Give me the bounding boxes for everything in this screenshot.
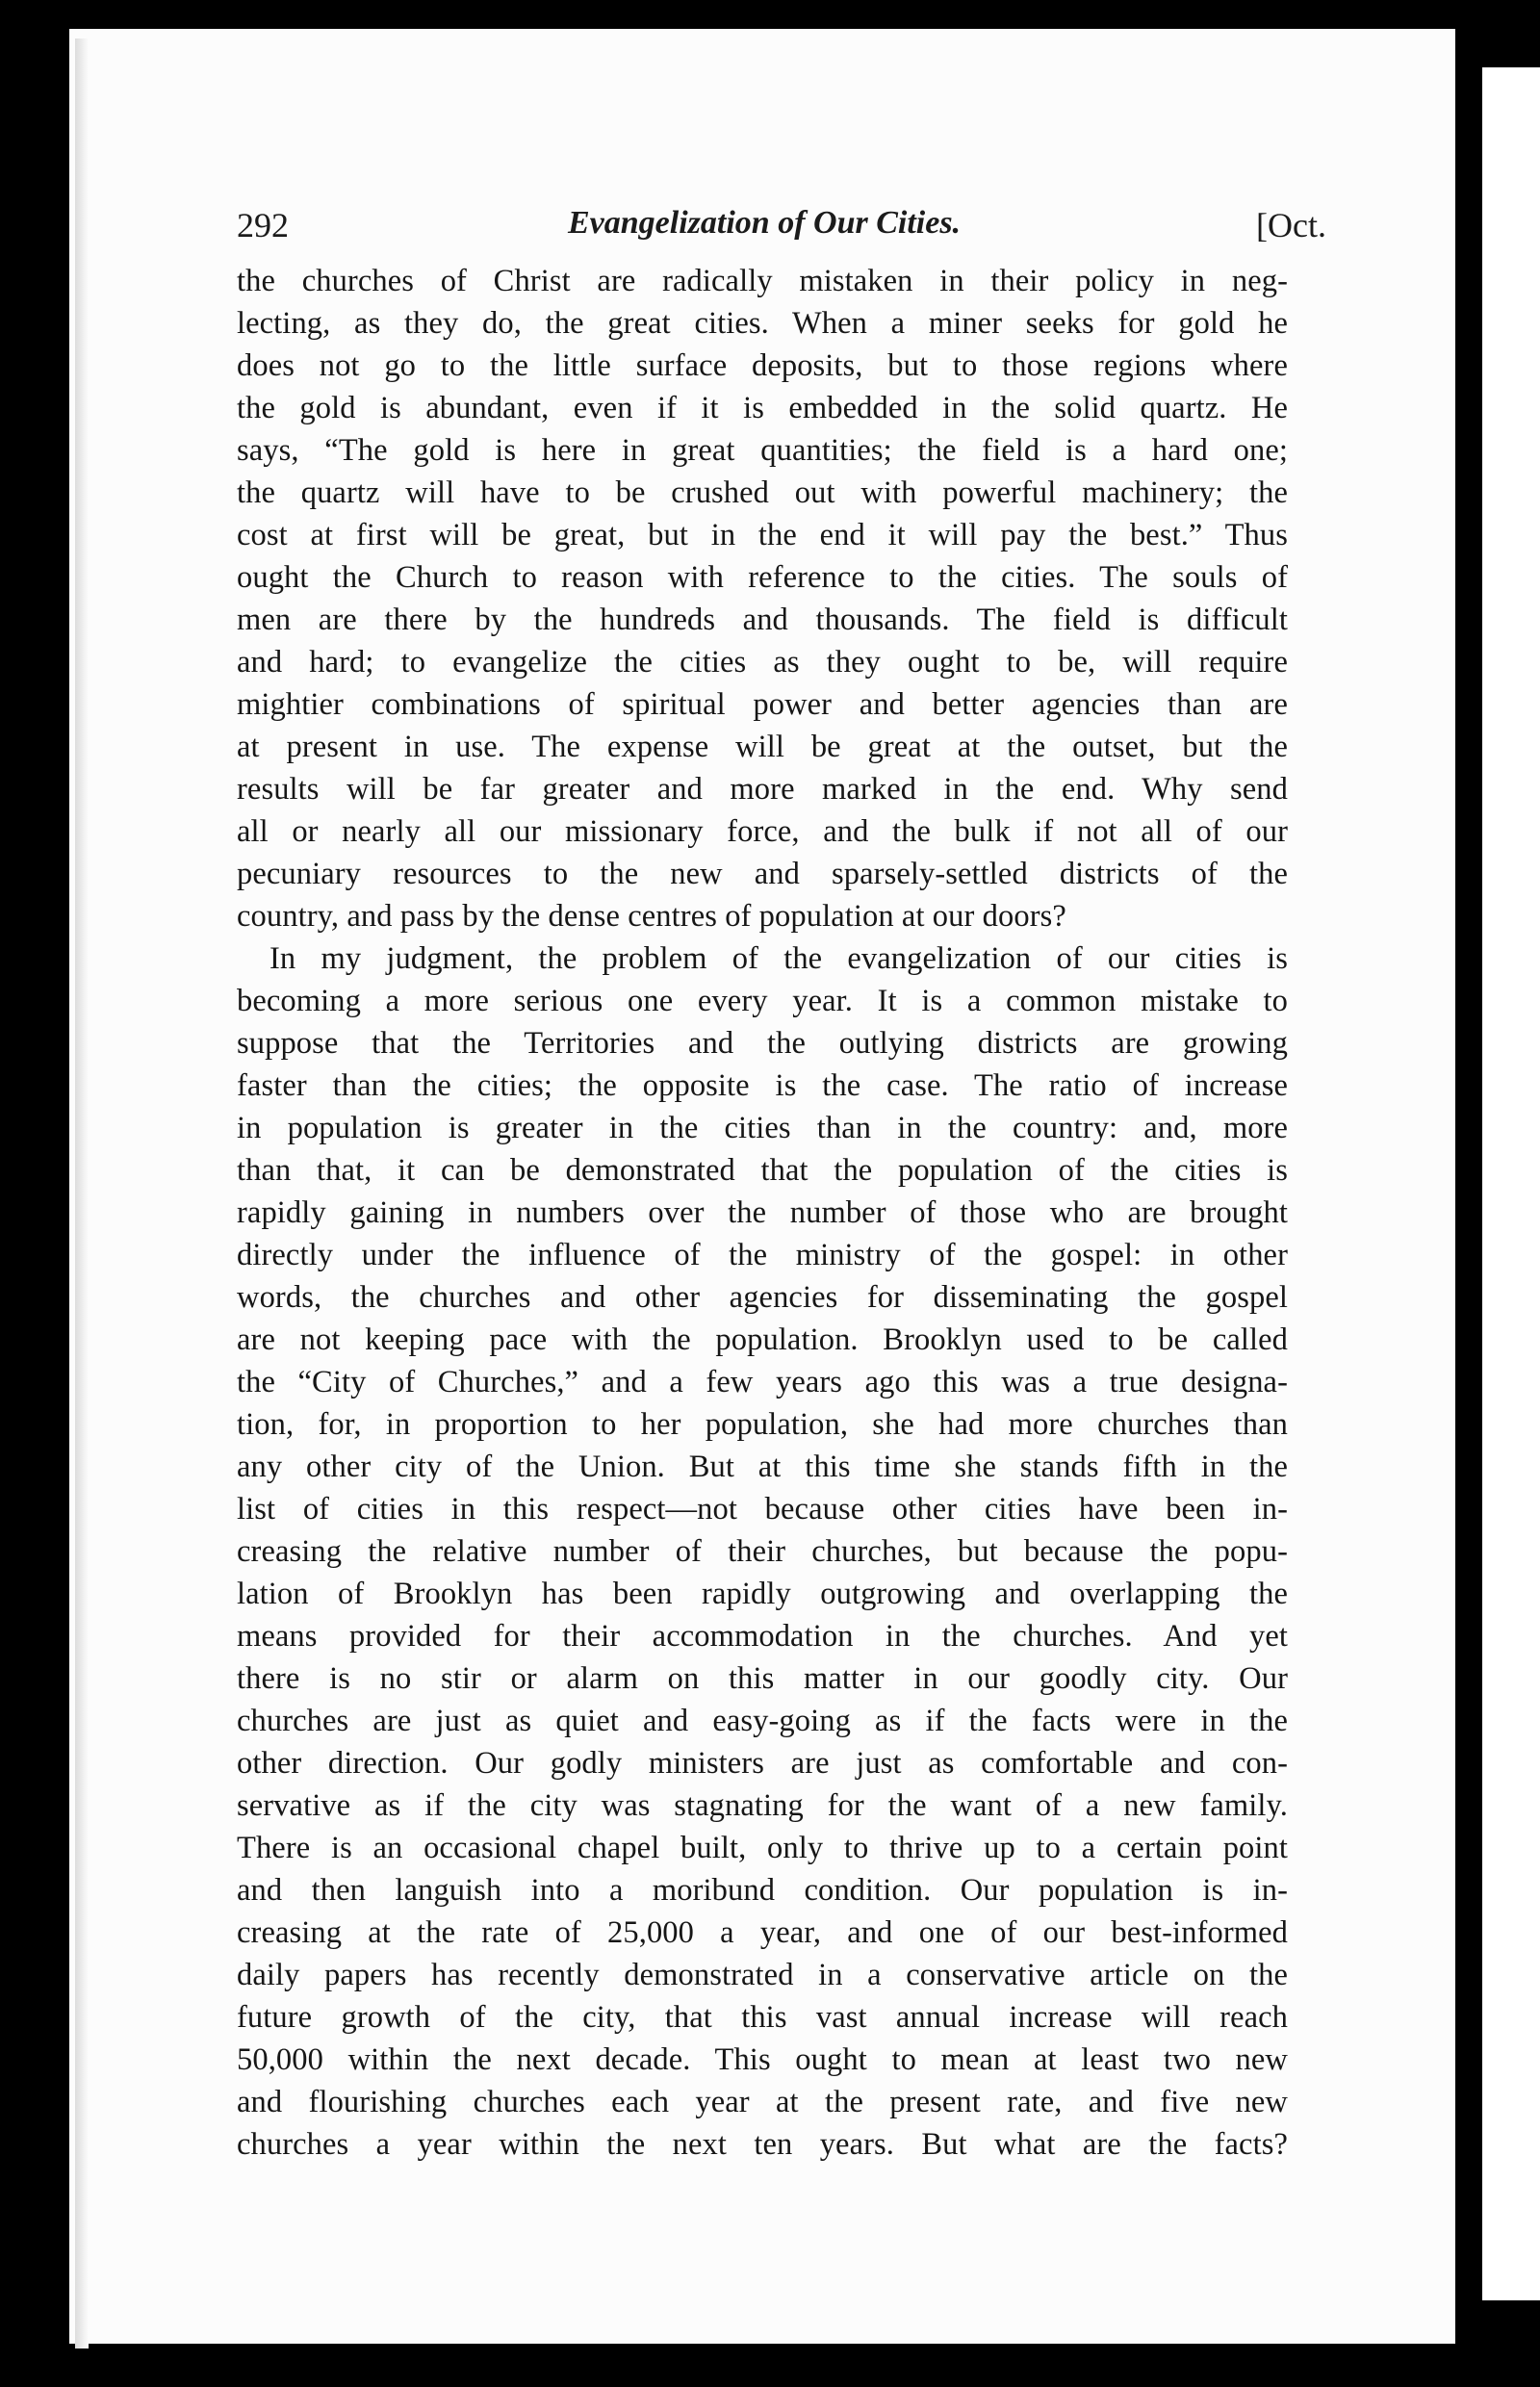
text-line: directly under the influence of the ministry of the gospel: in other — [237, 1238, 1288, 1272]
text-line: ought the Church to reason with reference to the cities. The souls of — [237, 560, 1288, 595]
text-line: daily papers has recently demonstrated in a conservative article on the — [237, 1958, 1288, 1992]
text-line: words, the churches and other agencies for disseminating the gospel — [237, 1280, 1288, 1315]
text-line: results will be far greater and more marked in the end. Why send — [237, 772, 1288, 807]
text-line: list of cities in this respect—not because other cities have been in- — [237, 1492, 1288, 1527]
text-line: are not keeping pace with the population. Brooklyn used to be called — [237, 1322, 1288, 1357]
running-month: [Oct. — [1256, 206, 1326, 244]
text-line: than that, it can be demonstrated that the population of the cities is — [237, 1153, 1288, 1188]
text-line: becoming a more serious one every year. It is a common mistake to — [237, 984, 1288, 1018]
text-line: pecuniary resources to the new and sparsely-settled districts of the — [237, 857, 1288, 891]
page-number: 292 — [237, 206, 289, 244]
adjacent-page-edge — [1482, 67, 1540, 2300]
text-line: the gold is abundant, even if it is embedded in the solid quartz. He — [237, 391, 1288, 425]
text-line: country, and pass by the dense centres of population at our doors? — [237, 899, 1066, 934]
text-line: creasing the relative number of their churches, but because the popu- — [237, 1534, 1288, 1569]
text-line: tion, for, in proportion to her population, she had more churches than — [237, 1407, 1288, 1442]
text-line: men are there by the hundreds and thousands. The field is difficult — [237, 603, 1288, 637]
running-header — [237, 197, 1326, 255]
text-line: all or nearly all our missionary force, and the bulk if not all of our — [237, 814, 1288, 849]
text-line: any other city of the Union. But at this time she stands fifth in the — [237, 1450, 1288, 1484]
text-line: lecting, as they do, the great cities. When a miner seeks for gold he — [237, 306, 1288, 341]
text-line: and then languish into a moribund condition. Our population is in- — [237, 1873, 1288, 1908]
text-line: the churches of Christ are radically mistaken in their policy in neg- — [237, 264, 1288, 298]
text-line: rapidly gaining in numbers over the number of those who are brought — [237, 1195, 1288, 1230]
text-line: and flourishing churches each year at the present rate, and five new — [237, 2085, 1288, 2119]
text-line: servative as if the city was stagnating for the want of a new family. — [237, 1788, 1288, 1823]
text-line: the quartz will have to be crushed out with powerful machinery; the — [237, 475, 1288, 510]
text-line: at present in use. The expense will be great at the outset, but the — [237, 730, 1288, 764]
text-line: creasing at the rate of 25,000 a year, and one of our best-informed — [237, 1915, 1288, 1950]
text-line: faster than the cities; the opposite is the case. The ratio of increase — [237, 1068, 1288, 1103]
text-line: the “City of Churches,” and a few years ago this was a true designa- — [237, 1365, 1288, 1399]
text-line: cost at first will be great, but in the end it will pay the best.” Thus — [237, 518, 1288, 552]
text-line: In my judgment, the problem of the evangelization of our cities is — [270, 941, 1288, 976]
text-line: There is an occasional chapel built, only to thrive up to a certain point — [237, 1831, 1288, 1865]
text-line: churches are just as quiet and easy-going as if the facts were in the — [237, 1704, 1288, 1738]
page-gutter-shadow — [75, 38, 89, 2348]
text-line: says, “The gold is here in great quantities; the field is a hard one; — [237, 433, 1288, 468]
body-text — [237, 260, 1288, 2166]
text-line: there is no stir or alarm on this matter in our goodly city. Our — [237, 1661, 1288, 1696]
text-line: churches a year within the next ten years. But what are the facts? — [237, 2127, 1288, 2162]
text-line: future growth of the city, that this vast annual increase will reach — [237, 2000, 1288, 2035]
text-line: and hard; to evangelize the cities as they ought to be, will require — [237, 645, 1288, 680]
text-line: suppose that the Territories and the outlying districts are growing — [237, 1026, 1288, 1061]
text-line: mightier combinations of spiritual power and better agencies than are — [237, 687, 1288, 722]
text-line: means provided for their accommodation in the churches. And yet — [237, 1619, 1288, 1654]
running-title: Evangelization of Our Cities. — [568, 205, 962, 241]
text-line: 50,000 within the next decade. This ought to mean at least two new — [237, 2042, 1288, 2077]
text-line: in population is greater in the cities than in the country: and, more — [237, 1111, 1288, 1145]
text-line: does not go to the little surface deposits, but to those regions where — [237, 348, 1288, 383]
text-line: lation of Brooklyn has been rapidly outgrowing and overlapping the — [237, 1577, 1288, 1611]
text-line: other direction. Our godly ministers are just as comfortable and con- — [237, 1746, 1288, 1781]
